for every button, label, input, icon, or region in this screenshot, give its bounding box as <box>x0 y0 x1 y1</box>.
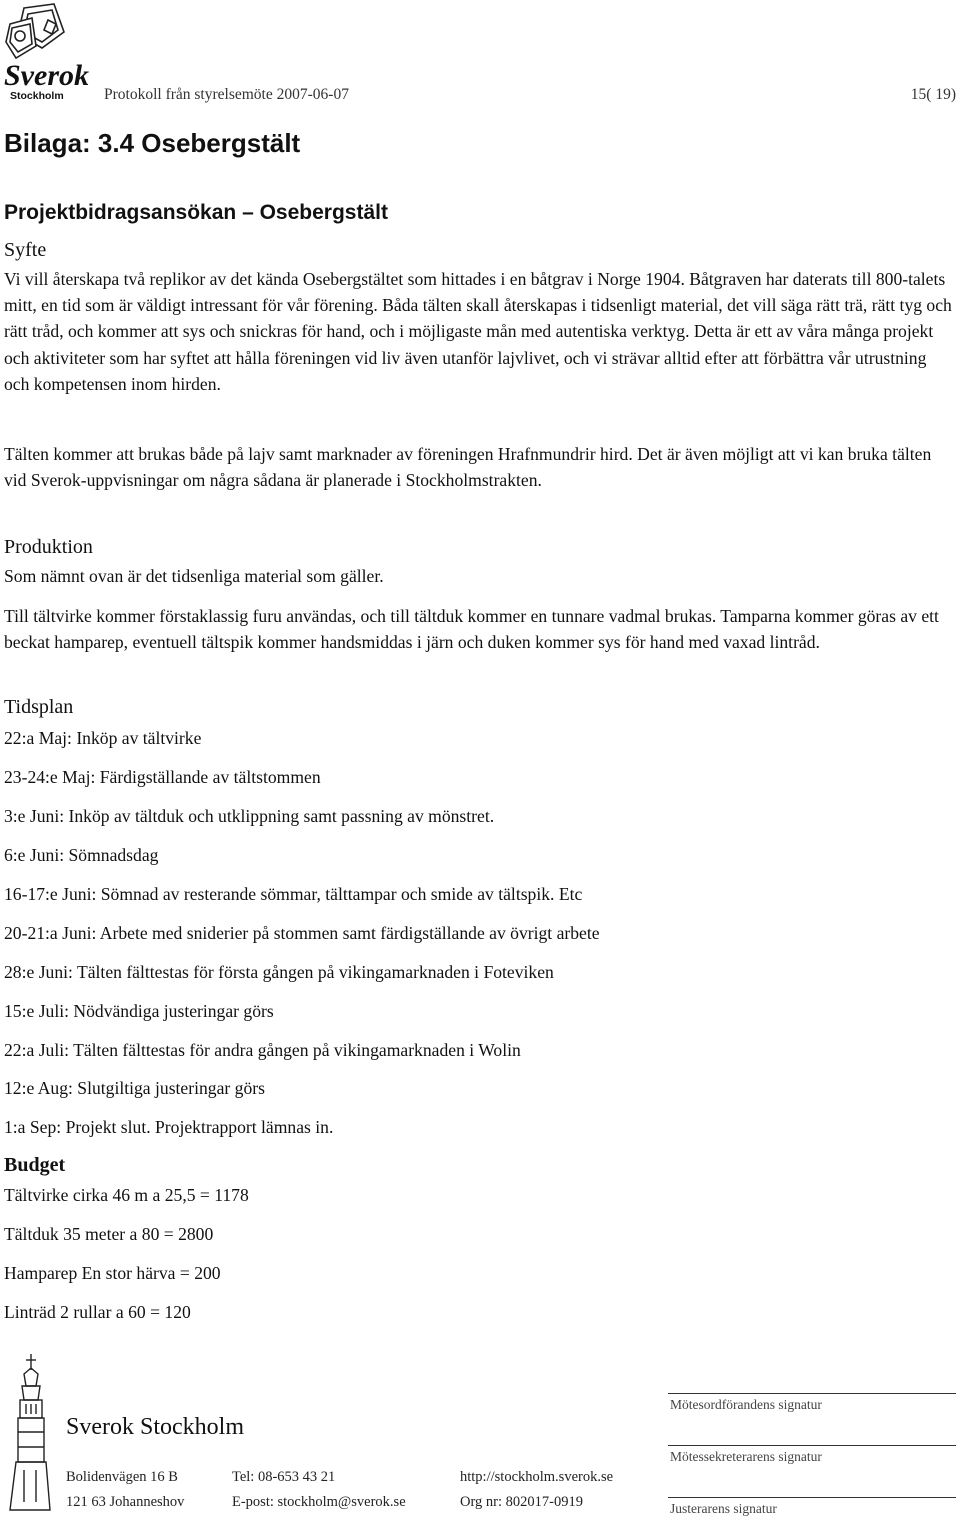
signature-line-chair <box>668 1393 956 1394</box>
tidsplan-item: 23-24:e Maj: Färdigställande av tältstommen <box>4 767 321 787</box>
tidsplan-item: 12:e Aug: Slutgiltiga justeringar görs <box>4 1078 265 1098</box>
tidsplan-item: 22:a Maj: Inköp av tältvirke <box>4 728 202 748</box>
logo-wordmark: Sverok <box>4 59 89 92</box>
budget-item: Linträd 2 rullar a 60 = 120 <box>4 1302 191 1322</box>
protocol-header: Protokoll från styrelsemöte 2007-06-07 <box>104 86 349 103</box>
footer-website: http://stockholm.sverok.se <box>460 1469 614 1485</box>
tidsplan-item: 22:a Juli: Tälten fälttestas för andra gången på vikingamarknaden i Wolin <box>4 1040 521 1060</box>
project-title: Projektbidragsansökan – Osebergstält <box>4 201 388 224</box>
signature-label-secretary: Mötessekreterarens signatur <box>670 1449 822 1464</box>
produktion-paragraph-2: Till tältvirke kommer förstaklassig furu användas, och till tältduk kommer en tunnare vadmal brukas. Tamparna kommer göras av ett beckat hamparep, eventuell tältspik kommer handsmiddas i järn och duken kommer sys för hand med vaxad lintråd. <box>4 606 939 653</box>
tidsplan-item: 3:e Juni: Inköp av tältduk och utklippning samt passning av mönstret. <box>4 806 495 826</box>
sverok-logo <box>2 2 94 102</box>
tidsplan-item: 28:e Juni: Tälten fälttestas för första gången på vikingamarknaden i Foteviken <box>4 962 554 982</box>
budget-item: Hamparep En stor härva = 200 <box>4 1263 221 1283</box>
footer-organization: Sverok Stockholm <box>66 1414 244 1440</box>
syfte-heading: Syfte <box>4 239 47 261</box>
signature-line-adjuster <box>668 1497 956 1498</box>
budget-heading: Budget <box>4 1154 66 1176</box>
city-hall-tower-icon <box>6 1352 64 1512</box>
syfte-paragraph-2: Tälten kommer att brukas både på lajv samt marknader av föreningen Hrafnmundrir hird. Det är även möjligt att vi kan bruka tälten vid Sverok-uppvisningar om några sådana är planerade i Stockholmstrakten. <box>4 444 932 491</box>
footer-phone: Tel: 08-653 43 21 <box>232 1469 336 1485</box>
tidsplan-item: 6:e Juni: Sömnadsdag <box>4 845 159 865</box>
tidsplan-item: 16-17:e Juni: Sömnad av resterande sömmar, tälttampar och smide av tältspik. Etc <box>4 884 583 904</box>
produktion-heading: Produktion <box>4 536 93 558</box>
tidsplan-item: 1:a Sep: Projekt slut. Projektrapport lämnas in. <box>4 1117 334 1137</box>
tidsplan-heading: Tidsplan <box>4 696 74 718</box>
footer-org-number: Org nr: 802017-0919 <box>460 1494 583 1510</box>
tidsplan-item: 20-21:a Juni: Arbete med sniderier på stommen samt färdigställande av övrigt arbete <box>4 923 600 943</box>
logo-subtext: Stockholm <box>10 90 64 102</box>
footer-address-line-2: 121 63 Johanneshov <box>66 1494 185 1510</box>
budget-item: Tältduk 35 meter a 80 = 2800 <box>4 1224 214 1244</box>
budget-item: Tältvirke cirka 46 m a 25,5 = 1178 <box>4 1185 249 1205</box>
signature-label-adjuster: Justerarens signatur <box>670 1501 777 1516</box>
page-number: 15( 19) <box>910 86 956 103</box>
produktion-paragraph-1: Som nämnt ovan är det tidsenliga material som gäller. <box>4 566 384 586</box>
signature-line-secretary <box>668 1445 956 1446</box>
signature-label-chair: Mötesordförandens signatur <box>670 1397 822 1412</box>
syfte-paragraph-1: Vi vill återskapa två replikor av det kända Osebergstältet som hittades i en båtgrav i Norge 1904. Båtgraven har daterats till 800-talets mitt, en tid som är väldigt intressant för vår förening. Båda tälten skall återskapas i tidsenligt material, det vill säga rätt trä, rätt tyg och rätt tråd, och kommer att sys och snickras för hand, och i möjligaste mån med autentiska verktyg. Detta är ett av våra många projekt och aktiviteter som har syftet att hålla föreningen vid liv även utanför lajvlivet, och vi strävar alltid efter att förbättra vår utrustning och kompetensen inom hirden. <box>4 269 952 394</box>
footer-address-line-1: Bolidenvägen 16 B <box>66 1469 178 1485</box>
bilaga-title: Bilaga: 3.4 Osebergstält <box>4 128 301 158</box>
tidsplan-item: 15:e Juli: Nödvändiga justeringar görs <box>4 1001 274 1021</box>
footer-email: E-post: stockholm@sverok.se <box>232 1494 406 1510</box>
